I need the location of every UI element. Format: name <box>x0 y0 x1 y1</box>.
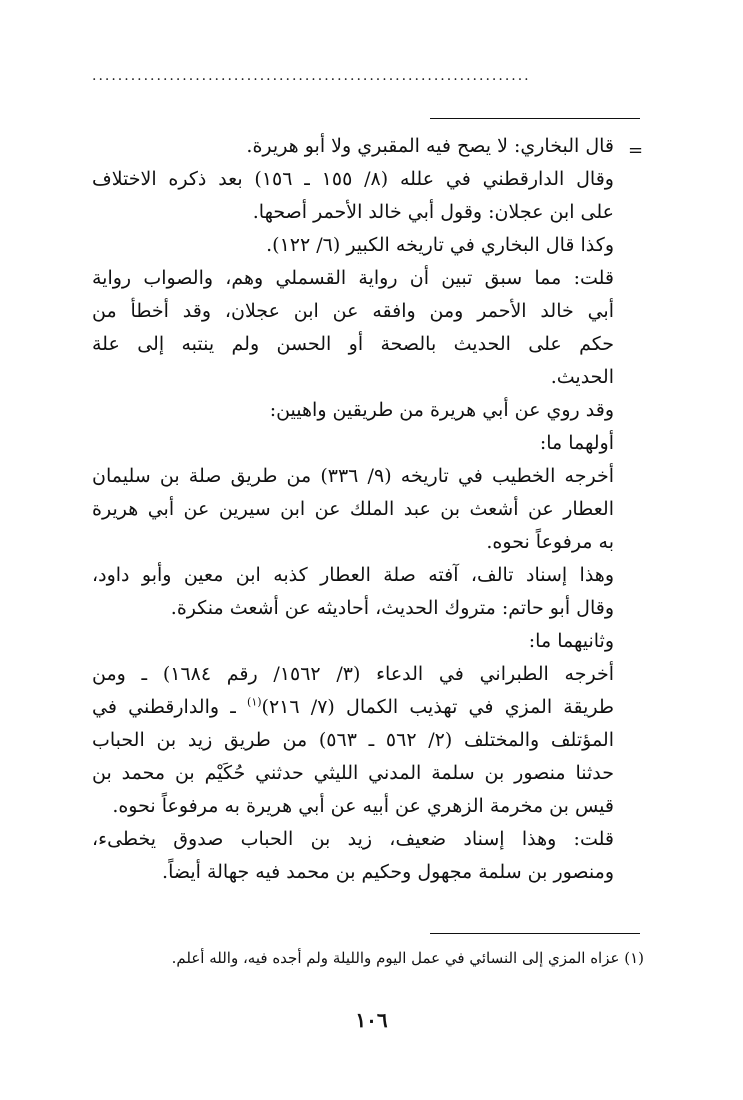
text-line <box>92 856 614 889</box>
text-line <box>92 295 614 328</box>
text-line <box>92 757 614 790</box>
text-line-content: المؤتلف والمختلف (٢/ ٥٦٢ ـ ٥٦٣) من طريق زيد بن الحباب <box>92 729 615 751</box>
text-line-content: وقال الدارقطني في علله (٨/ ١٥٥ ـ ١٥٦) بعد ذكره الاختلاف <box>92 168 614 190</box>
text-line <box>92 823 614 856</box>
text-line <box>92 196 614 229</box>
text-line <box>92 361 614 394</box>
text-line <box>92 229 614 262</box>
text-line-content: أخرجه الخطيب في تاريخه (٩/ ٣٣٦) من طريق صلة بن سليمان <box>92 465 614 487</box>
text-line-content: حكم على الحديث بالصحة أو الحسن ولم ينتبه إلى علة <box>92 333 614 355</box>
text-line <box>92 592 614 625</box>
text-line-content: قال البخاري: لا يصح فيه المقبري ولا أبو هريرة. <box>246 135 614 157</box>
text-line <box>92 328 614 361</box>
text-line <box>92 691 614 724</box>
text-line-content: به مرفوعاً نحوه. <box>486 531 614 553</box>
text-line <box>92 559 614 592</box>
text-line-content: قلت: وهذا إسناد ضعيف، زيد بن الحباب صدوق يخطىء، <box>92 828 614 850</box>
text-line <box>92 394 614 427</box>
text-line <box>92 724 614 757</box>
text-line-content: الحديث. <box>550 366 614 388</box>
text-line-content: قلت: مما سبق تبين أن رواية القسملي وهم، والصواب رواية <box>92 267 614 289</box>
text-line-content: وثانيهما ما: <box>528 630 614 652</box>
text-line-content: العطار عن أشعث بن عبد الملك عن ابن سيرين عن أبي هريرة <box>92 498 614 520</box>
text-line-content: وهذا إسناد تالف، آفته صلة العطار كذبه ابن معين وأبو داود، <box>92 564 614 586</box>
text-line-content: وقال أبو حاتم: متروك الحديث، أحاديثه عن أشعث منكرة. <box>170 597 614 619</box>
text-line <box>92 130 614 163</box>
text-line <box>92 526 614 559</box>
text-line-content: وكذا قال البخاري في تاريخه الكبير (٦/ ١٢٢). <box>266 234 614 256</box>
main-text-block <box>92 130 614 889</box>
text-line <box>92 658 614 691</box>
text-line-content: طريقة المزي في تهذيب الكمال (٧/ ٢١٦) <box>261 696 614 718</box>
text-line <box>92 790 614 823</box>
text-line-content: حدثنا منصور بن سلمة المدني الليثي حدثني حُكَيْم بن محمد بن <box>92 762 614 784</box>
text-line <box>92 163 614 196</box>
text-line-content: على ابن عجلان: وقول أبي خالد الأحمر أصحها. <box>252 201 614 223</box>
footnote: (١) عزاه المزي إلى النسائي في عمل اليوم والليلة ولم أجده فيه، والله أعلم. <box>171 949 644 967</box>
footnote-rule <box>430 933 640 934</box>
footnote-reference: (١) <box>247 695 262 709</box>
text-line <box>92 460 614 493</box>
text-line <box>92 493 614 526</box>
text-line-content: وقد روي عن أبي هريرة من طريقين واهيين: <box>269 399 614 421</box>
text-line <box>92 427 614 460</box>
text-line-content: أخرجه الطبراني في الدعاء (٣/ ١٥٦٢/ رقم ١٦٨٤) ـ ومن <box>92 663 614 685</box>
header-rule <box>430 118 640 119</box>
text-line-content: ومنصور بن سلمة مجهول وحكيم بن محمد فيه جهالة أيضاً. <box>162 861 614 883</box>
text-line-content: قيس بن مخرمة الزهري عن أبيه عن أبي هريرة به مرفوعاً نحوه. <box>112 795 614 817</box>
text-line <box>92 625 614 658</box>
continuation-mark: = <box>628 140 644 161</box>
text-line-content: أولهما ما: <box>539 432 614 454</box>
text-line-content: أبي خالد الأحمر ومن وافقه عن ابن عجلان، وقد أخطأ من <box>92 300 614 322</box>
page-number: ١٠٦ <box>355 1008 388 1032</box>
header-dotted-line: .................................................................... <box>92 68 531 84</box>
text-line <box>92 262 614 295</box>
text-line-content-after: ـ والدارقطني في <box>92 696 248 718</box>
